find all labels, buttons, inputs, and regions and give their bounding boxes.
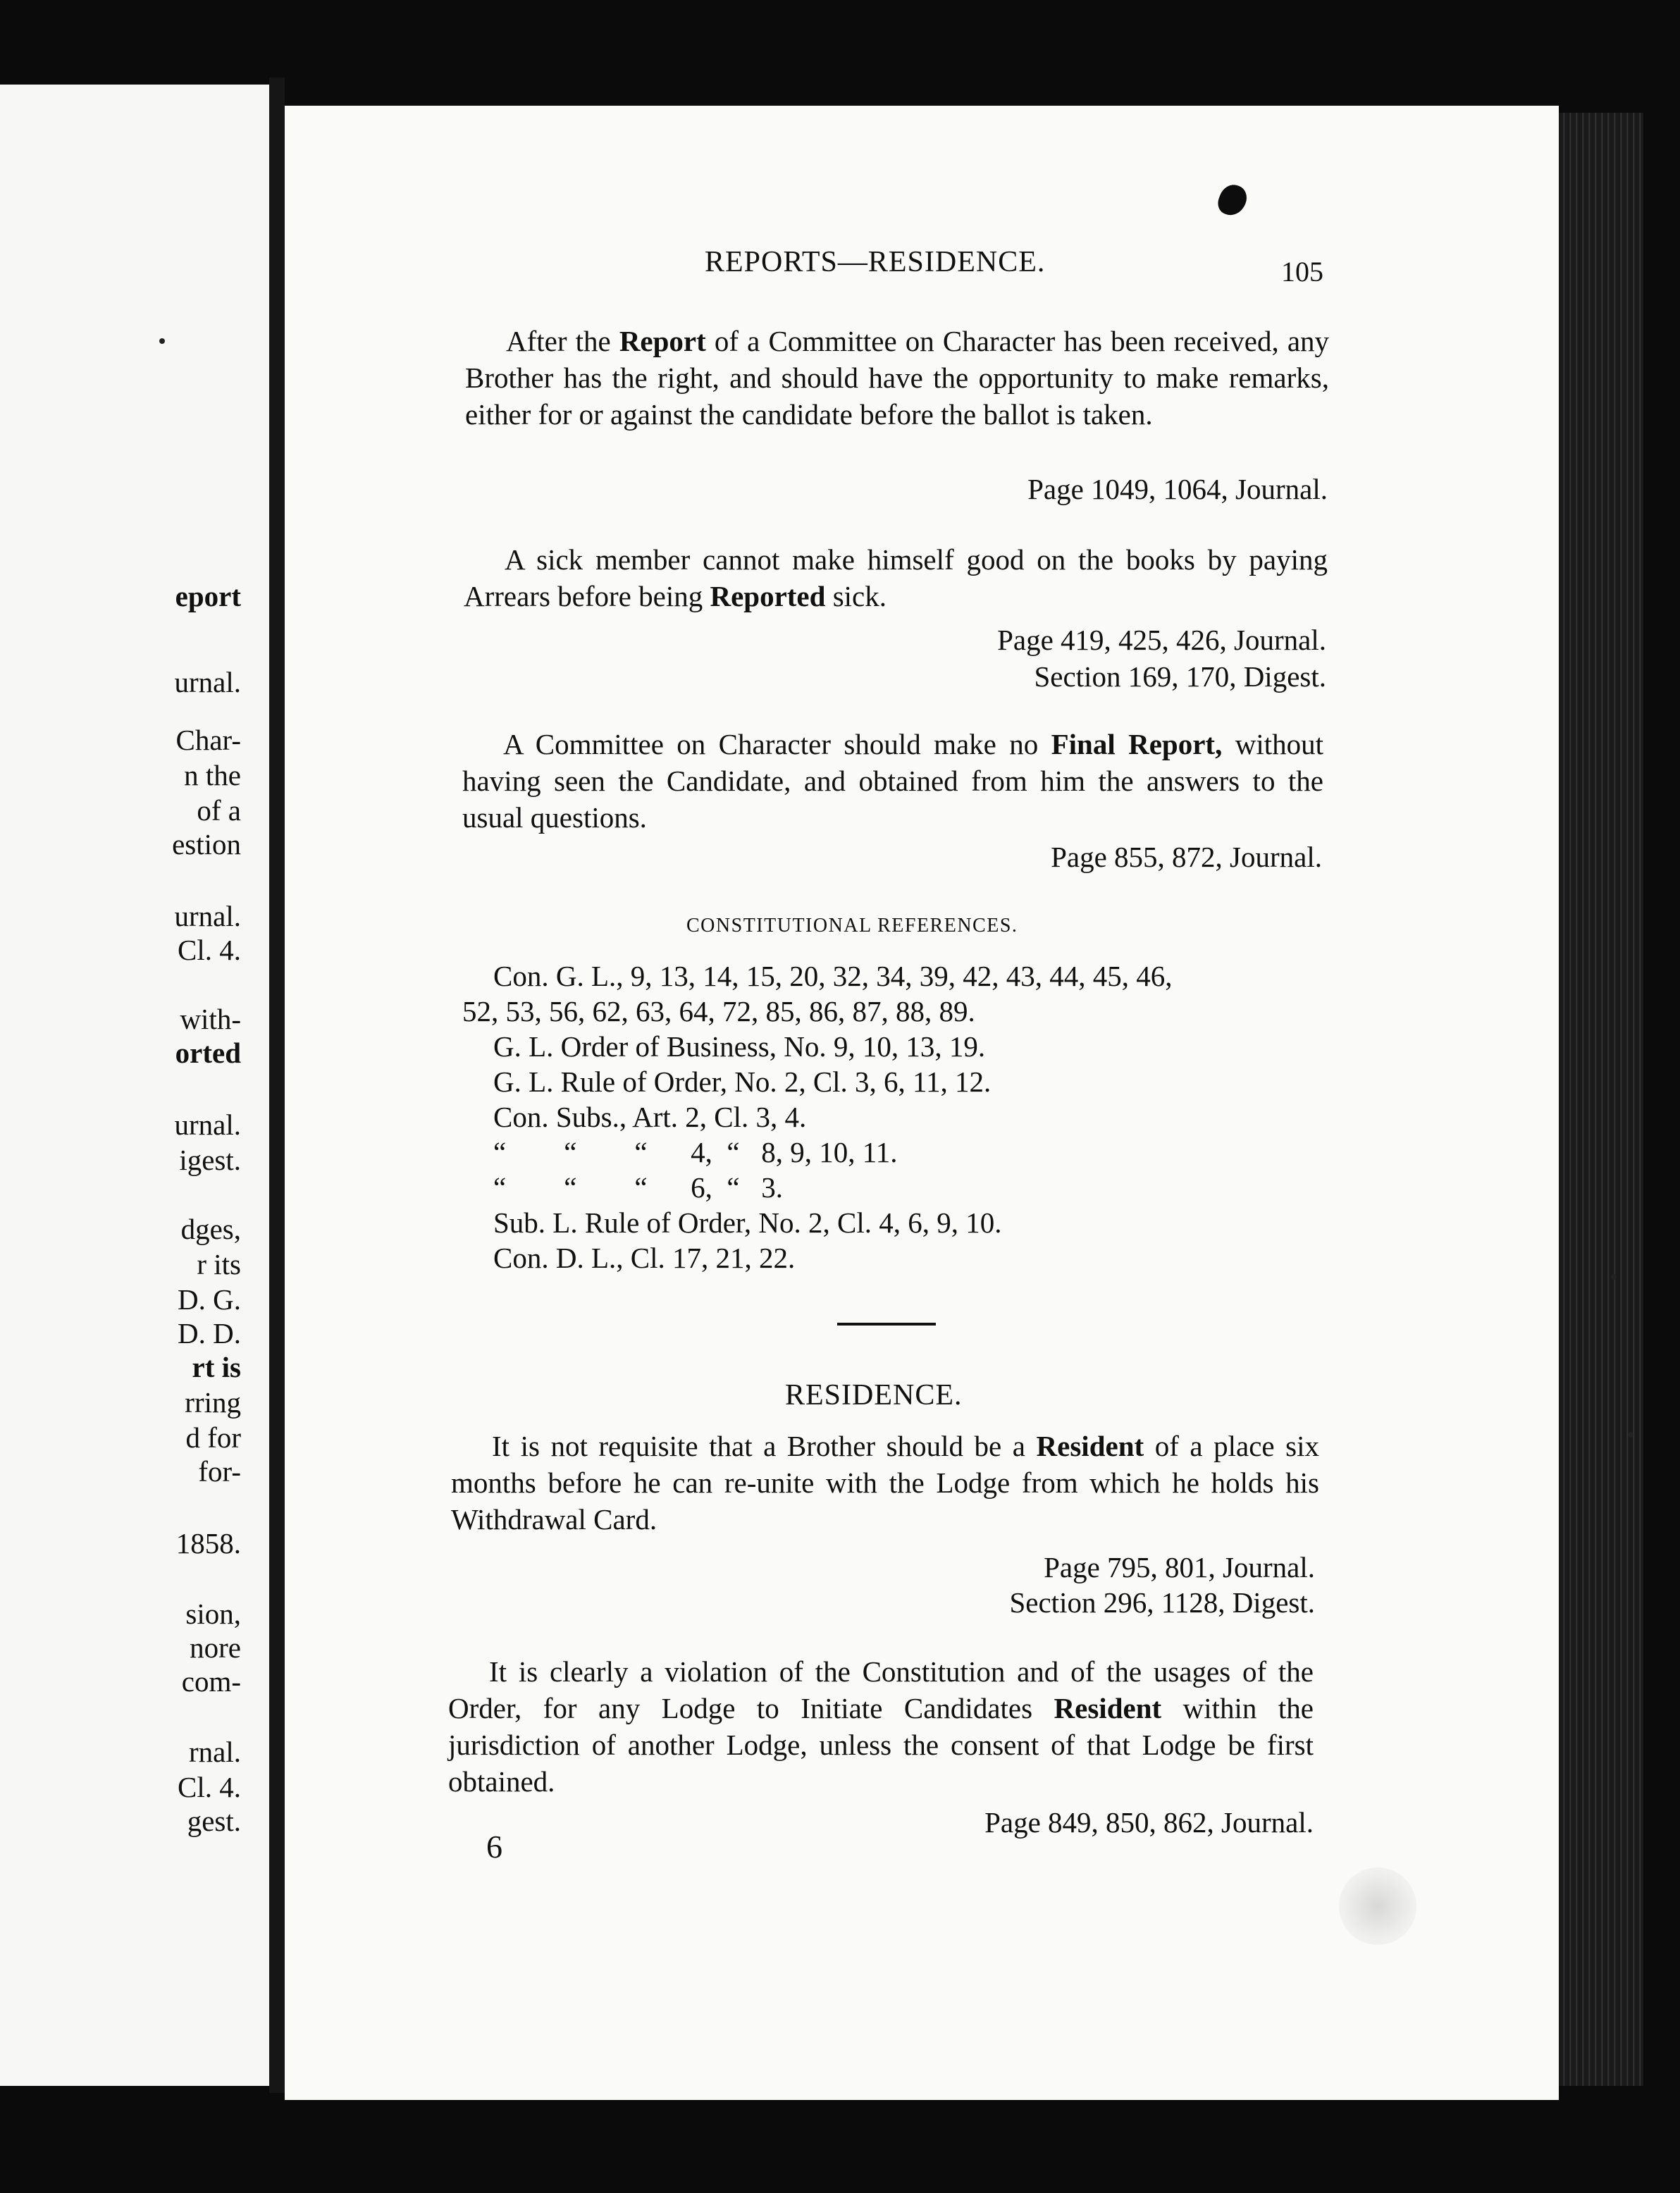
speck xyxy=(1611,1274,1617,1280)
left-fragment-line: Cl. 4. xyxy=(178,1771,241,1803)
reference-line: 52, 53, 56, 62, 63, 64, 72, 85, 86, 87, 88, 89. xyxy=(462,995,975,1027)
left-fragment-line: eport xyxy=(175,580,241,612)
citation: Page 855, 872, Journal. xyxy=(1051,841,1322,873)
reference-line: Con. D. L., Cl. 17, 21, 22. xyxy=(493,1242,796,1274)
bold-term: Report xyxy=(619,325,706,357)
signature-mark: 6 xyxy=(486,1829,502,1865)
reference-line: G. L. Order of Business, No. 9, 10, 13, 19. xyxy=(493,1030,986,1063)
reference-line: G. L. Rule of Order, No. 2, Cl. 3, 6, 11, 12. xyxy=(493,1065,992,1098)
left-fragment-line: 1858. xyxy=(175,1527,241,1559)
citation: Page 795, 801, Journal. xyxy=(1044,1551,1315,1583)
paragraph: A sick member cannot make himself good on the books by paying Arrears before being Reported sick. xyxy=(464,543,1328,612)
reference-line: Con. Subs., Art. 2, Cl. 3, 4. xyxy=(493,1101,807,1133)
citation: Page 419, 425, 426, Journal. xyxy=(997,624,1326,656)
speck xyxy=(159,338,165,344)
paper-smudge xyxy=(1339,1867,1416,1945)
left-fragment-line: dges, xyxy=(180,1213,241,1245)
reference-line: “ “ “ 6, “ 3. xyxy=(493,1171,784,1204)
reference-line: Sub. L. Rule of Order, No. 2, Cl. 4, 6, 9, 10. xyxy=(493,1206,1002,1239)
left-fragment-line: estion xyxy=(172,828,241,860)
left-fragment-line: orted xyxy=(175,1037,241,1069)
left-fragment-line: rring xyxy=(185,1386,241,1419)
left-fragment-line: sion, xyxy=(185,1598,241,1630)
book-gutter xyxy=(269,78,285,2093)
left-page-fragment xyxy=(0,85,269,2086)
left-fragment-line: Char- xyxy=(175,724,241,756)
reference-line: Con. G. L., 9, 13, 14, 15, 20, 32, 34, 39, 42, 43, 44, 45, 46, xyxy=(493,960,1173,992)
bold-term: Reported xyxy=(710,580,826,612)
citation: Page 849, 850, 862, Journal. xyxy=(984,1806,1314,1839)
section-subheading: CONSTITUTIONAL REFERENCES. xyxy=(686,915,1018,937)
bold-term: Final Report, xyxy=(1051,728,1223,760)
left-fragment-line: D. D. xyxy=(178,1317,241,1349)
paragraph: After the Report of a Committee on Character has been received, any Brother has the right, and should have the opportunity to make remarks, either for or against the candidate before the ballot is taken. xyxy=(465,325,1330,431)
left-fragment-line: Cl. 4. xyxy=(178,934,241,966)
speck xyxy=(1628,1432,1633,1438)
left-fragment-line: D. G. xyxy=(178,1283,241,1316)
citation: Section 296, 1128, Digest. xyxy=(1009,1586,1315,1619)
paragraph: A Committee on Character should make no Final Report, without having seen the Candidate, and obtained from him the answers to the usual questions. xyxy=(462,728,1323,834)
bold-term: Resident xyxy=(1054,1692,1162,1724)
left-fragment-line: n the xyxy=(184,759,241,791)
section-title: RESIDENCE. xyxy=(785,1379,963,1411)
left-fragment-line: urnal. xyxy=(174,666,241,698)
left-fragment-line: nore xyxy=(190,1631,241,1664)
citation: Section 169, 170, Digest. xyxy=(1034,660,1326,693)
paragraph: It is not requisite that a Brother should be a Resident of a place six months before he can re-unite with the Lodge from which he holds his Withdrawal Card. xyxy=(451,1430,1320,1536)
left-fragment-line: for- xyxy=(198,1455,241,1488)
left-fragment-line: com- xyxy=(181,1665,241,1698)
bold-term: Resident xyxy=(1036,1430,1144,1462)
paragraph: It is clearly a violation of the Constitution and of the usages of the Order, for any Lodge to Initiate Candidates Resident within the jurisdiction of another Lodge, unless the consent of that Lodge be first obtained. xyxy=(448,1655,1314,1798)
left-fragment-line: with- xyxy=(180,1003,241,1035)
constitutional-references-list xyxy=(462,958,1173,1275)
left-fragment-line: rnal. xyxy=(189,1736,241,1768)
page-number: 105 xyxy=(1281,256,1323,288)
left-fragment-line: of a xyxy=(197,794,241,827)
left-fragment-line: d for xyxy=(185,1421,241,1454)
left-fragment-line: urnal. xyxy=(174,900,241,932)
left-fragment-line: igest. xyxy=(179,1144,241,1176)
citation: Page 1049, 1064, Journal. xyxy=(1027,473,1328,505)
left-fragment-line: gest. xyxy=(187,1805,241,1837)
running-head: REPORTS—RESIDENCE. xyxy=(705,246,1046,278)
left-fragment-line: r its xyxy=(197,1248,241,1280)
left-fragment-line: rt is xyxy=(192,1351,241,1383)
page-edges xyxy=(1559,113,1643,2086)
section-divider xyxy=(837,1323,936,1326)
left-fragment-line: urnal. xyxy=(174,1108,241,1141)
reference-line: “ “ “ 4, “ 8, 9, 10, 11. xyxy=(493,1136,898,1168)
